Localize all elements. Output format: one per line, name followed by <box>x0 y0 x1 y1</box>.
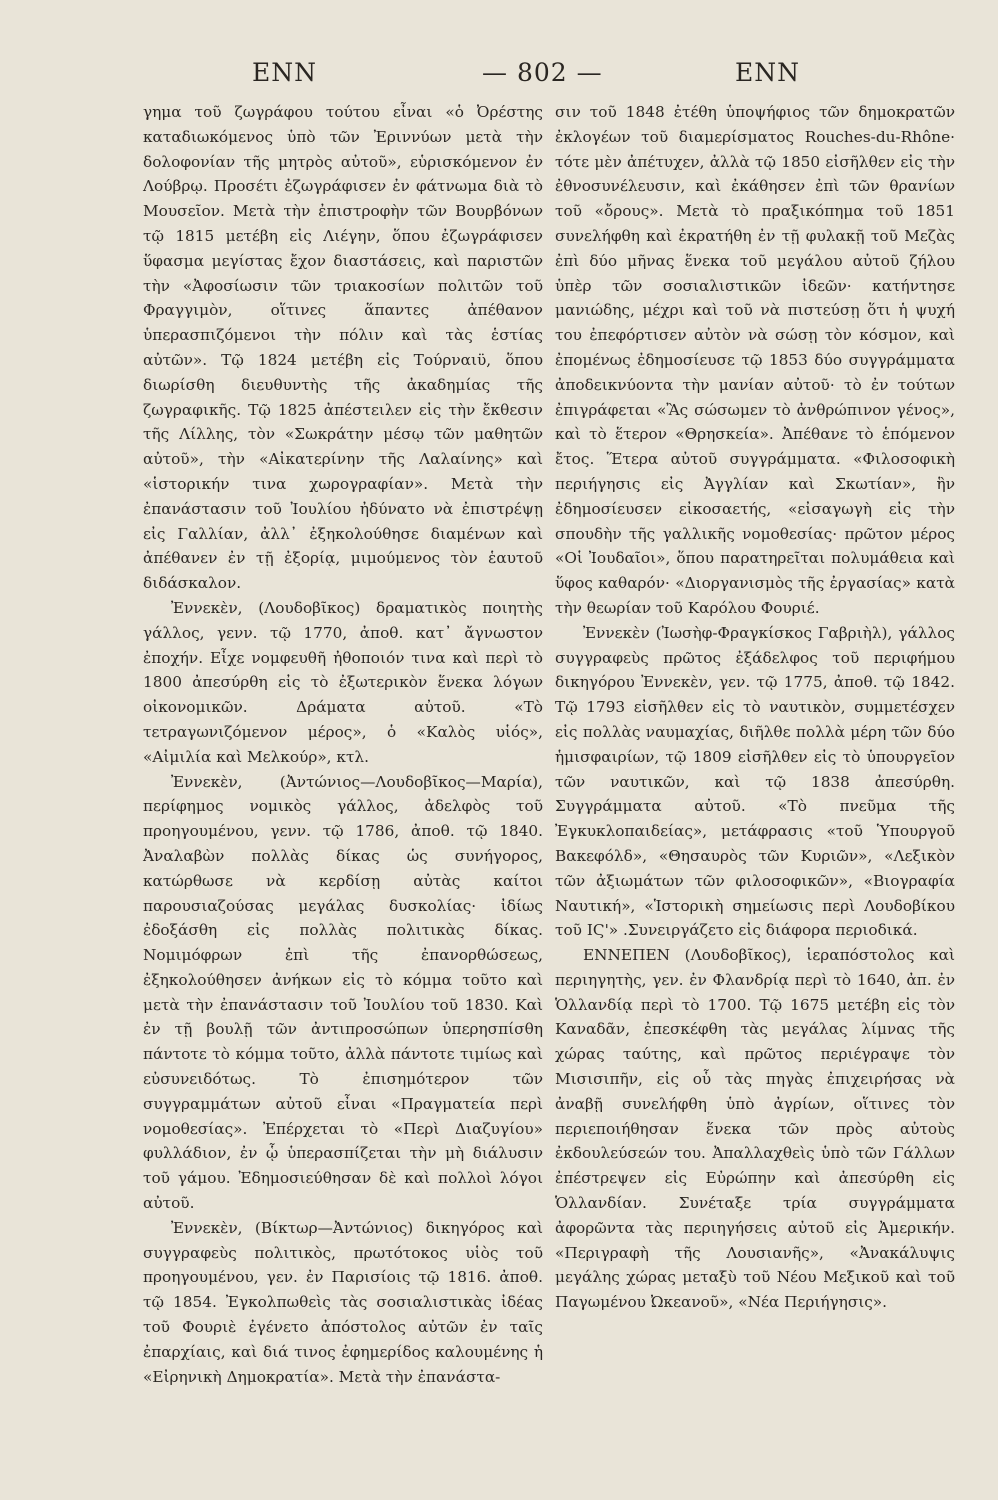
entry-paragraph: Ἐννεκὲν, (Λουδοβῖκος) δραματικὸς ποιητὴς γάλλος, γενν. τῷ 1770, ἀποθ. κατ᾽ ἄγνωστον ἐποχήν. Εἶχε νομφευθῆ ἠθοποιόν τινα καὶ περὶ τὸ 1800 ἀπεσύρθη εἰς τὸ ἐξωτερικὸν ἕνεκα λόγων οἰκονομικῶν. Δράματα αὐτοῦ. «Τὸ τετραγωνιζόμενον μέρος», ὁ «Καλὸς υἱός», «Αἰμιλία καὶ Μελκούρ», κτλ. <box>143 598 543 766</box>
entry-paragraph: σιν τοῦ 1848 ἐτέθη ὑποψήφιος τῶν δημοκρατῶν ἐκλογέων τοῦ διαμερίσματος Rouches-du-Rhône· τότε μὲν ἀπέτυχεν, ἀλλὰ τῷ 1850 εἰσῆλθεν εἰς τὴν ἐθνοσυνέλευσιν, καὶ ἐκάθησεν ἐπὶ τῶν θρανίων τοῦ «ὄρους». Μετὰ τὸ πραξικόπημα τοῦ 1851 συνελήφθη καὶ ἐκρατήθη ἐν τῇ φυλακῇ τοῦ Μεζὰς ἐπὶ δύο μῆνας ἕνεκα τοῦ μεγάλου αὐτοῦ ζήλου ὑπὲρ τῶν σοσιαλιστικῶν ἰδεῶν· κατήντησε μανιώδης, μέχρι καὶ τοῦ νὰ πιστεύσῃ ὅτι ἡ ψυχή του ἐπεφόρτισεν αὐτὸν νὰ σώσῃ τὸν κόσμον, καὶ ἐπομένως ἐδημοσίευσε τῷ 1853 δύο συγγράμματα ἀποδεικνύοντα τὴν μανίαν αὐτοῦ· τὸ ἐν τούτων ἐπιγράφεται «Ἂς σώσωμεν τὸ ἀνθρώπινον γένος», καὶ τὸ ἕτερον «Θρησκεία». Ἀπέθανε τὸ ἑπόμενον ἔτος. Ἕτερα αὐτοῦ συγγράμματα. «Φιλοσοφικὴ περιήγησις εἰς Ἀγγλίαν καὶ Σκωτίαν», ἣν ἐδημοσίευσεν εἰκοσαετής, «εἰσαγωγὴ εἰς τὴν σπουδὴν τῆς γαλλικῆς νομοθεσίας· πρῶτον μέρος «Οἱ Ἰουδαῖοι», ὅπου παρατηρεῖται πολυμάθεια καὶ ὕφος καθαρόν· «Διοργανισμὸς τῆς ἐργασίας» κατὰ τὴν θεωρίαν τοῦ Καρόλου Φουριέ. <box>555 103 955 617</box>
entry-paragraph: ΕΝΝΕΠΕΝ (Λουδοβῖκος), ἱεραπόστολος καὶ περιηγητὴς, γεν. ἐν Φλανδρίᾳ περὶ τὸ 1640, ἀπ. ἐν Ὁλλανδίᾳ περὶ τὸ 1700. Τῷ 1675 μετέβη εἰς τὸν Καναδᾶν, ἐπεσκέφθη τὰς μεγάλας λίμνας τῆς χώρας ταύτης, καὶ πρῶτος περιέγραψε τὸν Μισισιπῆν, εἰς οὗ τὰς πηγὰς ἐπιχειρήσας νὰ ἀναβῇ συνελήφθη ὑπὸ ἀγρίων, οἵτινες τὸν περιεποιήθησαν ἕνεκα τῶν πρὸς αὐτοὺς ἐκδουλεύσεών του. Ἀπαλλαχθεὶς ὑπὸ τῶν Γάλλων ἐπέστρεψεν εἰς Εὐρώπην καὶ ἀπεσύρθη εἰς Ὁλλανδίαν. Συνέταξε τρία συγγράμματα ἀφορῶντα τὰς περιηγήσεις αὐτοῦ εἰς Ἀμερικήν. «Περιγραφὴ τῆς Λουσιανῆς», «Ἀνακάλυψις μεγάλης χώρας μεταξὺ τοῦ Νέου Μεξικοῦ καὶ τοῦ Παγωμένου Ὠκεανοῦ», «Νέα Περιήγησις». <box>555 946 955 1312</box>
entry-paragraph: Ἐννεκὲν, (Ἀντώνιος—Λουδοβῖκος—Μαρία), περίφημος νομικὸς γάλλος, ἀδελφὸς τοῦ προηγουμένου, γενν. τῷ 1786, ἀποθ. τῷ 1840. Ἀναλαβὼν πολλὰς δίκας ὡς συνήγορος, κατώρθωσε νὰ κερδίσῃ αὐτὰς καίτοι παρουσιαζούσας μεγάλας δυσκολίας· ἰδίως ἐδοξάσθη εἰς πολλὰς πολιτικὰς δίκας. Νομιμόφρων ἐπὶ τῆς ἐπανορθώσεως, ἐξηκολούθησεν ἀνήκων εἰς τὸ κόμμα τοῦτο καὶ μετὰ τὴν ἐπανάστασιν τοῦ Ἰουλίου τοῦ 1830. Καὶ ἐν τῇ βουλῇ τῶν ἀντιπροσώπων ὑπερησπίσθη πάντοτε τὸ κόμμα τοῦτο, ἀλλὰ πάντοτε τιμίως καὶ εὐσυνειδότως. Τὸ ἐπισημότερον τῶν συγγραμμάτων αὐτοῦ εἶναι «Πραγματεία περὶ νομοθεσίας». Ἐπέρχεται τὸ «Περὶ Διαζυγίου» φυλλάδιον, ἐν ᾧ ὑπερασπίζεται τὴν μὴ διάλυσιν τοῦ γάμου. Ἐδημοσιεύθησαν δὲ καὶ πολλοὶ λόγοι αὐτοῦ. <box>143 772 543 1213</box>
entry-paragraph: Ἐννεκὲν (Ἰωσὴφ-Φραγκίσκος Γαβριὴλ), γάλλος συγγραφεὺς πρῶτος ἐξάδελφος τοῦ περιφήμου δικηγόρου Ἐννεκὲν, γεν. τῷ 1775, ἀποθ. τῷ 1842. Τῷ 1793 εἰσῆλθεν εἰς τὸ ναυτικὸν, συμμετέσχεν εἰς πολλὰς ναυμαχίας, διῆλθε πολλὰ μέρη τῶν δύο ἡμισφαιρίων, τῷ 1809 εἰσῆλθεν εἰς τὸ ὑπουργεῖον τῶν ναυτικῶν, καὶ τῷ 1838 ἀπεσύρθη. Συγγράμματα αὐτοῦ. «Τὸ πνεῦμα τῆς Ἐγκυκλοπαιδείας», μετάφρασις «τοῦ Ὑπουργοῦ Βακεφόλδ», «Θησαυρὸς τῶν Κυριῶν», «Λεξικὸν τῶν ἀξιωμάτων τῶν φιλοσοφικῶν», «Βιογραφία Ναυτική», «Ἱστορικὴ σημείωσις περὶ Λουδοβίκου τοῦ ΙϚ'» .Συνειργάζετο εἰς διάφορα περιοδικά. <box>555 623 955 940</box>
entry-paragraph: γημα τοῦ ζωγράφου τούτου εἶναι «ὁ Ὀρέστης καταδιωκόμενος ὑπὸ τῶν Ἐριννύων μετὰ τὴν δολοφονίαν τῆς μητρὸς αὐτοῦ», εὑρισκόμενον ἐν Λούβρῳ. Προσέτι ἐζωγράφισεν ἐν φάτνωμα διὰ τὸ Μουσεῖον. Μετὰ τὴν ἐπιστροφὴν τῶν Βουρβόνων τῷ 1815 μετέβη εἰς Λιέγην, ὅπου ἐζωγράφισεν ὕφασμα μεγίστας ἔχον διαστάσεις, καὶ παριστῶν τὴν «Ἀφοσίωσιν τῶν τριακοσίων πολιτῶν τοῦ Φραγγιμὸν, οἵτινες ἅπαντες ἀπέθανον ὑπερασπιζόμενοι τὴν πόλιν καὶ τὰς ἑστίας αὐτῶν». Τῷ 1824 μετέβη εἰς Τούρναιϋ, ὅπου διωρίσθη διευθυντὴς τῆς ἀκαδημίας τῆς ζωγραφικῆς. Τῷ 1825 ἀπέστειλεν εἰς τὴν ἔκθεσιν τῆς Λίλλης, τὸν «Σωκράτην μέσῳ τῶν μαθητῶν αὐτοῦ», τὴν «Αἰκατερίνην τῆς Λαλαίνης» καὶ «ἱστορικήν τινα χωρογραφίαν». Μετὰ τὴν ἐπανάστασιν τοῦ Ἰουλίου ἠδύνατο νὰ ἐπιστρέψῃ εἰς Γαλλίαν, ἀλλ᾽ ἐξηκολούθησε διαμένων καὶ ἀπέθανεν ἐν τῇ ἐξορίᾳ, μιμούμενος τὸν ἑαυτοῦ διδάσκαλον. <box>143 103 543 593</box>
header-left-word: ENN <box>252 58 317 87</box>
right-column <box>555 100 955 1315</box>
left-column <box>143 100 543 1389</box>
page-number: — 802 — <box>482 58 603 87</box>
header-right-word: ENN <box>735 58 800 87</box>
running-header <box>0 58 998 98</box>
column-divider <box>549 108 550 1438</box>
entry-paragraph: Ἐννεκὲν, (Βίκτωρ—Ἀντώνιος) δικηγόρος καὶ συγγραφεὺς πολιτικὸς, πρωτότοκος υἱὸς τοῦ προηγουμένου, γεν. ἐν Παρισίοις τῷ 1816. ἀποθ. τῷ 1854. Ἐγκολπωθεὶς τὰς σοσιαλιστικὰς ἰδέας τοῦ Φουριὲ ἐγένετο ἀπόστολος αὐτῶν ἐν ταῖς ἐπαρχίαις, καὶ διά τινος ἐφημερίδος καλουμένης ἡ «Εἰρηνικὴ Δημοκρατία». Μετὰ τὴν ἐπανάστα- <box>143 1218 543 1386</box>
